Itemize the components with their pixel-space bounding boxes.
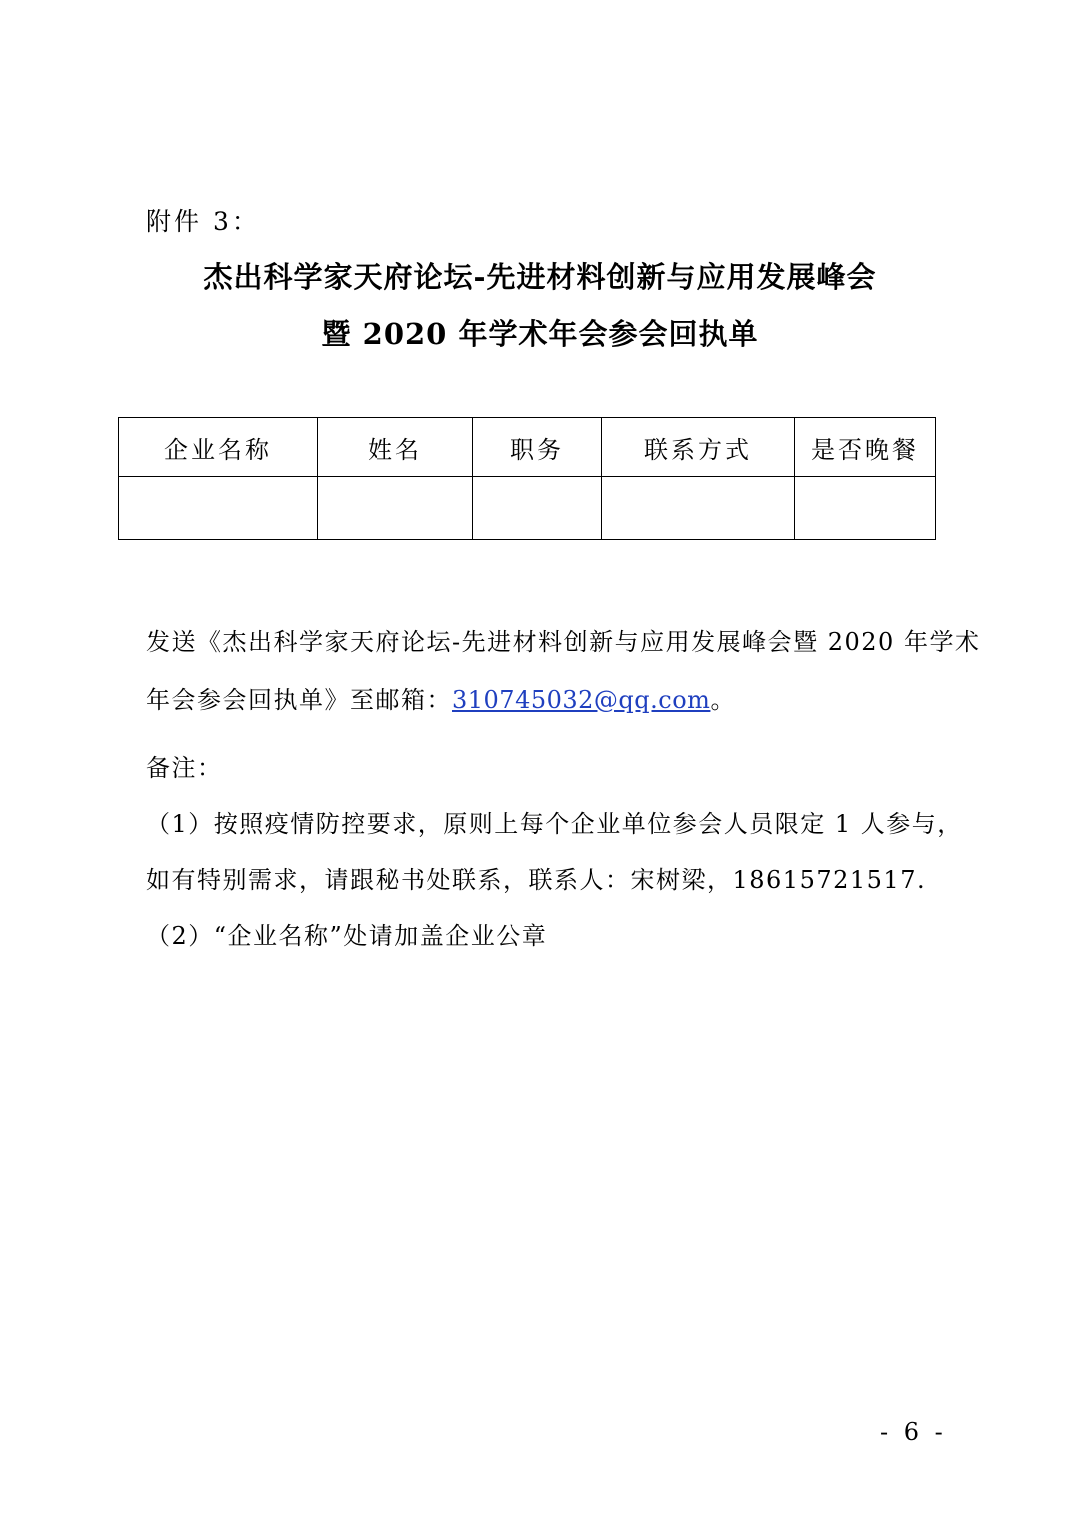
send-note-suffix: 。 [710,686,736,714]
send-note-prefix: 年会参会回执单》至邮箱： [146,686,452,714]
table-row [119,477,936,540]
header-position: 职务 [473,418,602,477]
header-dinner: 是否晚餐 [795,418,936,477]
table-header-row [119,418,936,477]
cell-contact[interactable] [602,477,795,540]
cell-position[interactable] [473,477,602,540]
remark-item-2: （2）“企业名称”处请加盖企业公章 [146,922,548,950]
remark-item-1-line-1: （1）按照疫情防控要求，原则上每个企业单位参会人员限定 1 人参与， [146,810,963,838]
page-number: - 6 - [880,1418,947,1446]
cell-name[interactable] [318,477,473,540]
document-title-line-2: 暨 2020 年学术年会参会回执单 [321,317,759,351]
cell-dinner[interactable] [795,477,936,540]
send-note-line-2 [146,680,736,715]
document-title-line-1: 杰出科学家天府论坛-先进材料创新与应用发展峰会 [203,260,877,294]
header-name: 姓名 [318,418,473,477]
email-link[interactable]: 310745032@qq.com [452,686,711,714]
receipt-table [118,417,936,540]
cell-company-name[interactable] [119,477,318,540]
remarks-label: 备注： [146,754,223,782]
header-company-name: 企业名称 [119,418,318,477]
send-note-line-1: 发送《杰出科学家天府论坛-先进材料创新与应用发展峰会暨 2020 年学术 [146,628,981,656]
remark-item-1-line-2: 如有特别需求，请跟秘书处联系，联系人：宋树梁，18615721517. [146,866,927,894]
header-contact: 联系方式 [602,418,795,477]
attachment-label: 附件 3： [146,207,260,236]
